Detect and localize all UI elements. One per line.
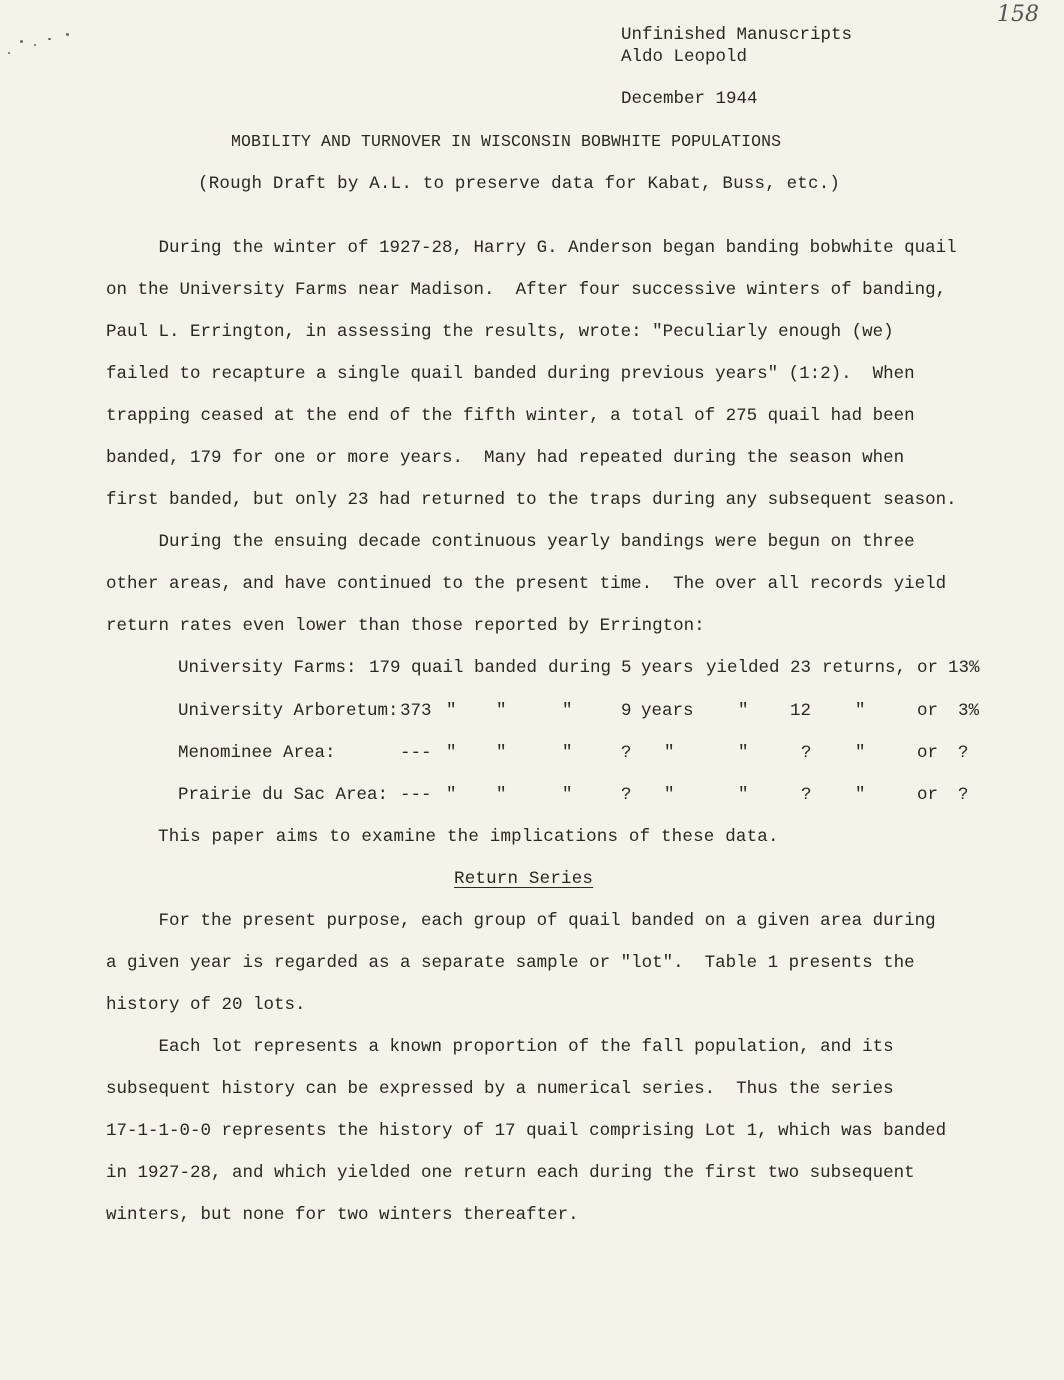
return-rate: 3% <box>958 701 980 721</box>
table-cell: " <box>562 743 573 763</box>
table-cell: or <box>917 743 939 763</box>
table-cell: " <box>562 785 573 805</box>
text-line: history of 20 lots. <box>106 995 306 1015</box>
text-line: on the University Farms near Madison. After four successive winters of banding, <box>106 280 947 300</box>
table-cell: " <box>562 701 573 721</box>
header-date: December 1944 <box>621 89 758 109</box>
table-cell: " <box>496 743 507 763</box>
area-name: University Farms: <box>178 658 357 678</box>
ink-speck <box>8 52 10 54</box>
text-line: other areas, and have continued to the present time. The over all records yield <box>106 574 947 594</box>
table-cell: " <box>664 785 675 805</box>
returns-count: 23 <box>790 658 812 678</box>
header-author: Aldo Leopold <box>621 47 748 67</box>
table-cell: " <box>738 785 749 805</box>
table-cell: " <box>664 743 675 763</box>
page-number: 158 <box>997 2 1039 27</box>
table-cell: " <box>855 743 866 763</box>
table-cell: yielded <box>706 658 780 678</box>
years-count: 5 <box>621 658 632 678</box>
text-line: 17-1-1-0-0 represents the history of 17 quail comprising Lot 1, which was banded <box>106 1121 947 1141</box>
document-subtitle: (Rough Draft by A.L. to preserve data for Kabat, Buss, etc.) <box>198 174 841 194</box>
ink-speck <box>34 44 36 46</box>
returns-count: ? <box>801 743 812 763</box>
text-line: Paul L. Errington, in assessing the results, wrote: "Peculiarly enough (we) <box>106 322 894 342</box>
section-heading: Return Series <box>454 869 594 889</box>
quail-count: --- <box>400 743 432 763</box>
table-cell: banded <box>474 658 538 678</box>
area-name: Prairie du Sac Area: <box>178 785 389 805</box>
text-line: winters, but none for two winters thereafter. <box>106 1205 579 1225</box>
table-cell: " <box>496 785 507 805</box>
text-line: Each lot represents a known proportion of the fall population, and its <box>106 1037 894 1057</box>
text-line: in 1927-28, and which yielded one return each during the first two subsequent <box>106 1163 915 1183</box>
text-line: trapping ceased at the end of the fifth winter, a total of 275 quail had been <box>106 406 915 426</box>
quail-count: --- <box>400 785 432 805</box>
table-cell: years <box>641 658 694 678</box>
return-rate: ? <box>958 785 969 805</box>
table-cell: " <box>738 743 749 763</box>
table-cell: " <box>496 701 507 721</box>
text-line: return rates even lower than those reported by Errington: <box>106 616 705 636</box>
text-line: During the ensuing decade continuous yearly bandings were begun on three <box>106 532 915 552</box>
returns-count: ? <box>801 785 812 805</box>
paragraph-2 <box>106 527 1006 653</box>
paragraph-4 <box>106 906 1006 1032</box>
years-count: ? <box>621 785 632 805</box>
area-name: Menominee Area: <box>178 743 336 763</box>
table-cell: during <box>548 658 612 678</box>
header-series: Unfinished Manuscripts <box>621 25 853 45</box>
quail-count: 373 <box>400 701 432 721</box>
table-cell: or <box>917 658 939 678</box>
returns-count: 12 <box>790 701 812 721</box>
return-rate: 13% <box>948 658 980 678</box>
return-rate: ? <box>958 743 969 763</box>
table-row <box>0 743 1064 773</box>
table-cell: " <box>855 785 866 805</box>
document-title: MOBILITY AND TURNOVER IN WISCONSIN BOBWHITE POPULATIONS <box>231 132 782 151</box>
ink-speck <box>66 33 69 36</box>
table-cell: returns, <box>822 658 907 678</box>
text-line: failed to recapture a single quail banded during previous years" (1:2). When <box>106 364 915 384</box>
table-cell: " <box>446 785 457 805</box>
table-cell: years <box>641 701 694 721</box>
years-count: 9 <box>621 701 632 721</box>
area-name: University Arboretum: <box>178 701 399 721</box>
text-line: first banded, but only 23 had returned to the traps during any subsequent season. <box>106 490 957 510</box>
paragraph-3: This paper aims to examine the implications of these data. <box>158 827 779 847</box>
years-count: ? <box>621 743 632 763</box>
table-cell: " <box>738 701 749 721</box>
text-line: subsequent history can be expressed by a numerical series. Thus the series <box>106 1079 894 1099</box>
table-cell: " <box>855 701 866 721</box>
text-line: a given year is regarded as a separate sample or "lot". Table 1 presents the <box>106 953 915 973</box>
paragraph-1 <box>106 233 1006 527</box>
table-cell: quail <box>411 658 464 678</box>
ink-speck <box>48 38 51 40</box>
text-line: For the present purpose, each group of quail banded on a given area during <box>106 911 936 931</box>
table-row <box>0 658 1064 688</box>
quail-count: 179 <box>369 658 401 678</box>
text-line: During the winter of 1927-28, Harry G. Anderson began banding bobwhite quail <box>106 238 957 258</box>
table-cell: or <box>917 701 939 721</box>
table-cell: " <box>446 743 457 763</box>
table-row <box>0 701 1064 731</box>
table-cell: " <box>446 701 457 721</box>
table-cell: or <box>917 785 939 805</box>
table-row <box>0 785 1064 815</box>
paragraph-5 <box>106 1032 1006 1242</box>
ink-speck <box>20 40 23 43</box>
text-line: banded, 179 for one or more years. Many had repeated during the season when <box>106 448 905 468</box>
